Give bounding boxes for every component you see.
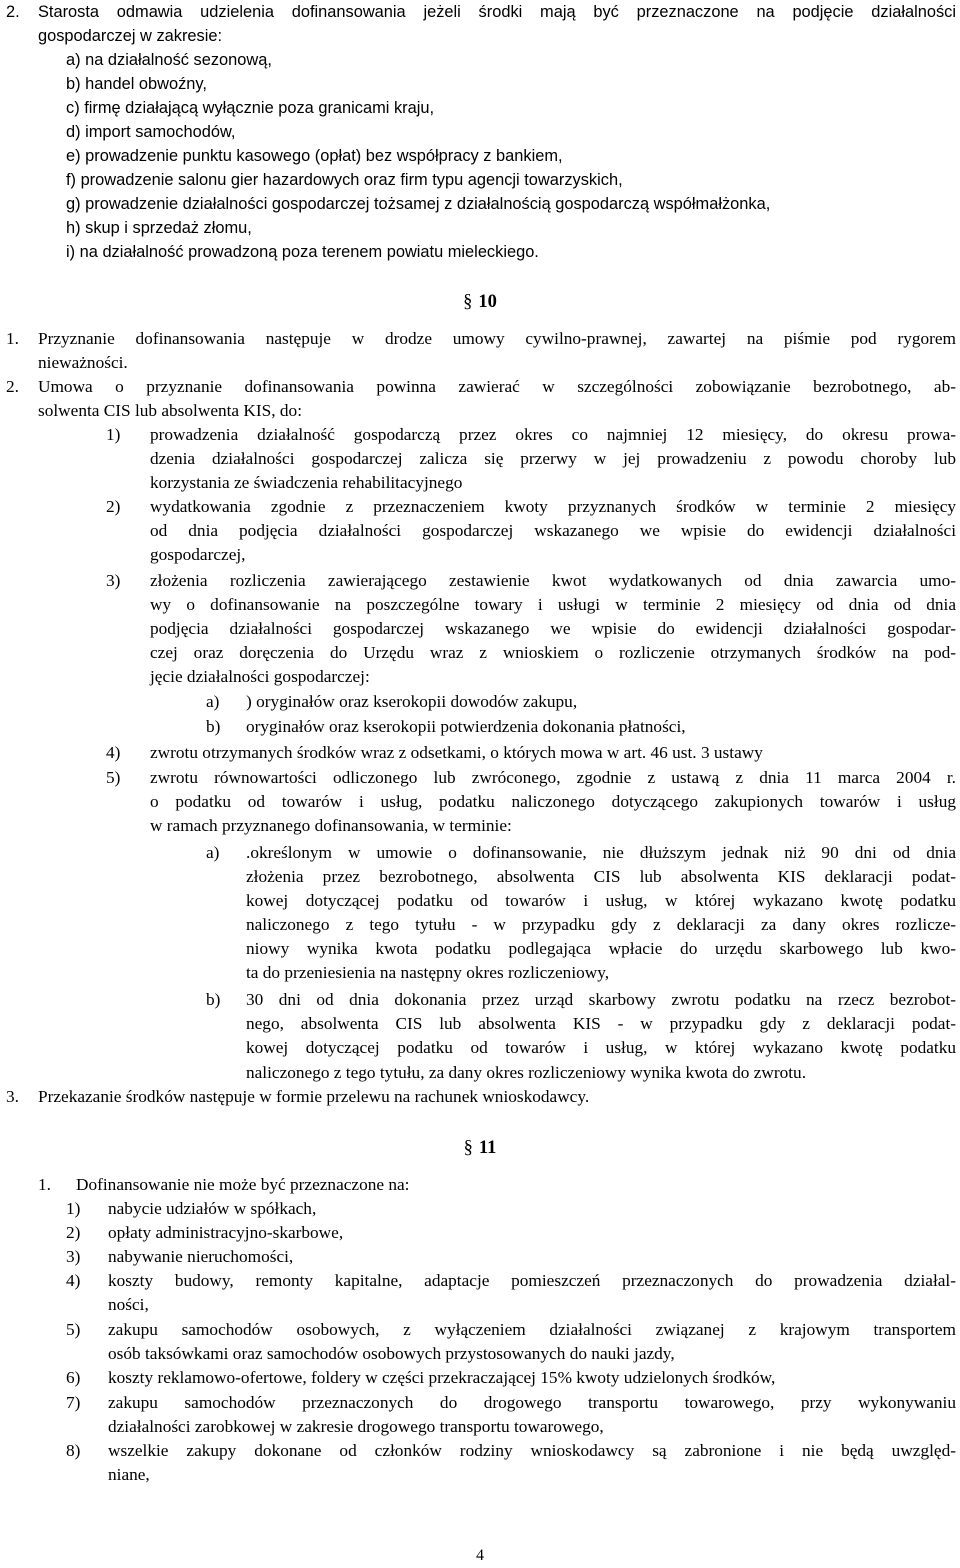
list-item-text: jęcie działalności gospodarczej:: [150, 667, 370, 686]
list-item-text: prowadzenia działalność gospodarczą przez okres co najmniej 12 miesięcy, do okresu prowa-: [150, 425, 956, 444]
list-item-number: 5): [66, 1320, 81, 1339]
paragraph-text: Dofinansowanie nie może być przeznaczone na:: [76, 1175, 410, 1194]
list-item-number: 4): [66, 1271, 81, 1290]
paragraph-text: Przyznanie dofinansowania następuje w drodze umowy cywilno-prawnej, zawartej na piśmie pod rygorem: [38, 329, 956, 348]
list-item: a) na działalność sezonową,: [66, 51, 272, 69]
list-item-number: 8): [66, 1441, 81, 1460]
list-item: e) prowadzenie punktu kasowego (opłat) bez współpracy z bankiem,: [66, 147, 563, 165]
list-item: h) skup i sprzedaż złomu,: [66, 219, 252, 237]
list-item-text: dzenia działalności gospodarczej zalicza się przerwy w jej prowadzeniu z powodu choroby lub: [150, 449, 956, 468]
list-item-text: wy o dofinansowanie na poszczególne towary i usługi w terminie 2 miesięcy od dnia od dnia: [150, 595, 956, 614]
section-number: 11: [478, 1138, 497, 1158]
list-item-text: koszty reklamowo-ofertowe, foldery w części przekraczającej 15% kwoty udzielonych środków,: [108, 1368, 776, 1387]
list-item-number: 4): [106, 743, 121, 762]
paragraph-text: gospodarczej w zakresie:: [38, 27, 223, 45]
list-item-number: 1): [66, 1199, 81, 1218]
list-item-text: opłaty administracyjno-skarbowe,: [108, 1223, 344, 1242]
sub-item-letter: a): [206, 692, 220, 711]
list-item-text: w ramach przyznanego dofinansowania, w terminie:: [150, 816, 512, 835]
page-number: 4: [476, 1547, 484, 1564]
list-item-text: zakupu samochodów przeznaczonych do drogowego transportu towarowego, przy wykonywaniu: [108, 1393, 956, 1412]
sub-item-text: .określonym w umowie o dofinansowanie, nie dłuższym jednak niż 90 dni od dnia: [246, 843, 956, 862]
paragraph-text: Starosta odmawia udzielenia dofinansowania jeżeli środki mają być przeznaczone na podjęcie działalności: [38, 3, 956, 21]
paragraph-number: 3.: [6, 1087, 19, 1106]
list-item-text: czej oraz doręczenia do Urzędu wraz z wnioskiem o rozliczenie otrzymanych środków na pod-: [150, 643, 956, 662]
list-item-text: wydatkowania zgodnie z przeznaczeniem kwoty przyznanych środków w terminie 2 miesięcy: [150, 497, 956, 516]
sub-item-text: oryginałów oraz kserokopii potwierdzenia dokonania płatności,: [246, 717, 686, 736]
list-item: b) handel obwoźny,: [66, 75, 207, 93]
list-item-text: nabycie udziałów w spółkach,: [108, 1199, 317, 1218]
paragraph-number: 2.: [6, 377, 19, 396]
list-item-number: 3): [106, 571, 121, 590]
paragraph-number: 1.: [38, 1175, 51, 1194]
list-item-text: ności,: [108, 1295, 149, 1314]
list-item: i) na działalność prowadzoną poza terenem powiatu mieleckiego.: [66, 243, 539, 261]
list-item: g) prowadzenie działalności gospodarczej tożsamej z działalnością gospodarczą współmałżonka,: [66, 195, 771, 213]
section-symbol: §: [463, 1138, 473, 1158]
paragraph-number: 2.: [6, 3, 20, 21]
list-item-text: działalności zarobkowej w zakresie drogowego transportu towarowego,: [108, 1417, 604, 1436]
sub-item-text: ta do przeniesienia na następny okres rozliczeniowy,: [246, 963, 610, 982]
sub-item-text: ) oryginałów oraz kserokopii dowodów zakupu,: [246, 692, 578, 711]
sub-item-letter: a): [206, 843, 220, 862]
section-symbol: §: [463, 292, 473, 312]
list-item-number: 7): [66, 1393, 81, 1412]
list-item-text: o podatku od towarów i usług, podatku naliczonego dotyczącego zakupionych towarów i usług: [150, 792, 956, 811]
sub-item-text: niowy wynika kwota podatku podlegająca wpłacie do urzędu skarbowego lub kwo-: [246, 939, 956, 958]
sub-item-text: złożenia przez bezrobotnego, absolwenta CIS lub absolwenta KIS deklaracji podat-: [246, 867, 956, 886]
list-item-text: złożenia rozliczenia zawierającego zestawienie kwot wydatkowanych od dnia zawarcia umo-: [150, 571, 956, 590]
list-item-text: osób taksówkami oraz samochodów osobowych przystosowanych do nauki jazdy,: [108, 1344, 675, 1363]
paragraph-text: nieważności.: [38, 353, 128, 372]
list-item-text: gospodarczej,: [150, 545, 246, 564]
list-item-text: zwrotu równowartości odliczonego lub zwróconego, zgodnie z ustawą z dnia 11 marca 2004 r.: [150, 768, 956, 787]
sub-item-text: 30 dni od dnia dokonania przez urząd skarbowy zwrotu podatku na rzecz bezrobot-: [246, 990, 956, 1009]
paragraph-text: solwenta CIS lub absolwenta KIS, do:: [38, 401, 302, 420]
list-item-text: podjęcia działalności gospodarczej wskazanego we wpisie do ewidencji działalności gospodar-: [150, 619, 956, 638]
section-heading-10: [0, 290, 960, 314]
list-item-number: 5): [106, 768, 121, 787]
paragraph-text: Umowa o przyznanie dofinansowania powinna zawierać w szczególności zobowiązanie bezrobotnego, ab-: [38, 377, 956, 396]
list-item-text: korzystania ze świadczenia rehabilitacyjnego: [150, 473, 463, 492]
list-item-text: zwrotu otrzymanych środków wraz z odsetkami, o których mowa w art. 46 ust. 3 ustawy: [150, 743, 763, 762]
sub-item-letter: b): [206, 717, 221, 736]
sub-item-text: nego, absolwenta CIS lub absolwenta KIS - w przypadku gdy z deklaracji podat-: [246, 1014, 956, 1033]
list-item-text: od dnia podjęcia działalności gospodarczej wskazanego we wpisie do ewidencji działalności: [150, 521, 956, 540]
list-item: f) prowadzenie salonu gier hazardowych oraz firm typu agencji towarzyskich,: [66, 171, 623, 189]
list-item-text: nabywanie nieruchomości,: [108, 1247, 294, 1266]
paragraph-number: 1.: [6, 329, 19, 348]
sub-item-text: naliczonego z tego tytułu - w przypadku gdy z deklaracji za dany okres rozlicze-: [246, 915, 956, 934]
list-item-number: 6): [66, 1368, 81, 1387]
list-item-number: 3): [66, 1247, 81, 1266]
list-item-text: koszty budowy, remonty kapitalne, adaptacje pomieszczeń przeznaczonych do prowadzenia działal-: [108, 1271, 956, 1290]
list-item: d) import samochodów,: [66, 123, 236, 141]
section-number: 10: [478, 292, 497, 312]
list-item-text: niane,: [108, 1465, 150, 1484]
list-item: c) firmę działającą wyłącznie poza granicami kraju,: [66, 99, 435, 117]
sub-item-text: naliczonego z tego tytułu, za dany okres rozliczeniowy wynika kwota do zwrotu.: [246, 1063, 807, 1082]
list-item-number: 2): [66, 1223, 81, 1242]
list-item-number: 1): [106, 425, 121, 444]
list-item-number: 2): [106, 497, 121, 516]
list-item-text: wszelkie zakupy dokonane od członków rodziny wnioskodawcy są zabronione i nie będą uwzględ-: [108, 1441, 956, 1460]
section-heading-11: [0, 1136, 960, 1160]
sub-item-text: kowej dotyczącej podatku od towarów i usług, w której wykazano kwotę podatku: [246, 891, 956, 910]
sub-item-letter: b): [206, 990, 221, 1009]
sub-item-text: kowej dotyczącej podatku od towarów i usług, w której wykazano kwotę podatku: [246, 1038, 956, 1057]
list-item-text: zakupu samochodów osobowych, z wyłączeniem działalności związanej z krajowym transportem: [108, 1320, 956, 1339]
paragraph-text: Przekazanie środków następuje w formie przelewu na rachunek wnioskodawcy.: [38, 1087, 590, 1106]
